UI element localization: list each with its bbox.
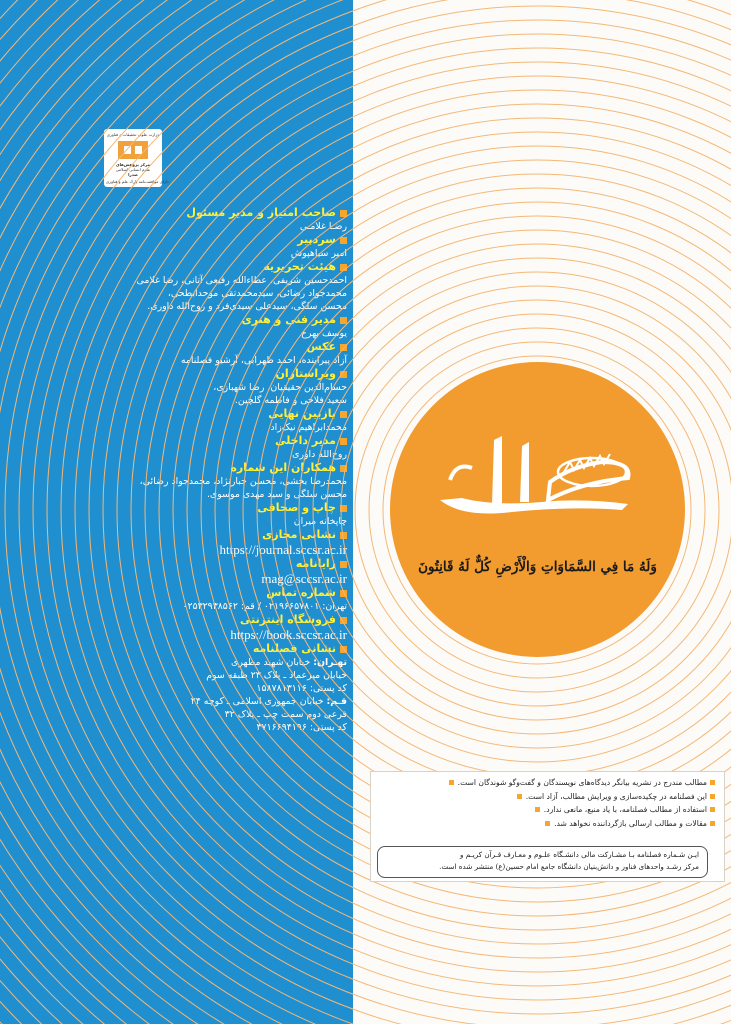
credit-value: روح‌الله داوری <box>292 449 347 460</box>
tehran-line1 <box>100 656 347 669</box>
bullet-square-icon <box>340 317 347 324</box>
credit-heading <box>100 528 347 542</box>
bullet-square-icon <box>710 821 715 826</box>
credit-section <box>100 313 347 340</box>
credit-value: احمدحسین شریفی، عطاءالله رفیعی آتانی، رضا غلامی، <box>133 275 347 286</box>
notice-text: استفاده از مطالب فصلنامه، با یاد منبع، مانعی ندارد. <box>543 805 707 814</box>
credit-value: سعید فلاحی و فاطمه گلچین. <box>234 395 347 406</box>
cover-panel <box>353 0 731 1024</box>
credit-heading <box>100 367 347 381</box>
qom-label: قـم: <box>326 696 347 707</box>
credit-title: همکاران این شماره <box>230 461 336 474</box>
credit-section <box>100 528 347 557</box>
credit-link[interactable]: mag@sccsr.ac.ir <box>261 571 347 586</box>
notice-text: این فصلنامه در چکیده‌سازی و ویرایش مطالب، آزاد است. <box>525 791 707 801</box>
bullet-square-icon <box>710 780 715 785</box>
address-title: نشانی فصلنامه <box>252 642 336 655</box>
bismillah-calligraphy-icon <box>432 432 642 522</box>
credit-title: سردبیر <box>297 233 336 246</box>
qom-postal: کد پستی: ۳۷۱۶۶۹۴۱۹۶ <box>256 722 347 733</box>
credit-heading <box>100 407 347 421</box>
notice-line <box>371 790 724 804</box>
credit-value: حسام‌الدین حقیقیان، رضا شهبازی، <box>213 382 347 393</box>
credit-value: چاپخانه میران <box>293 516 347 527</box>
credit-value: محمدجواد رضائی، سیدمحمدتقی موحدابطحی، <box>167 288 347 299</box>
logo-name-line2: علوم انسانی اسلامی <box>115 167 151 172</box>
quran-verse: وَلَهُ مَا فِي السَّمَاوَاتِ وَالْأَرْضِ كُلٌّ لَهُ قَانِتُونَ <box>418 559 657 575</box>
tehran-postal: کد پستی: ۱۵۸۷۸۱۳۱۱۶ <box>256 683 347 694</box>
bullet-square-icon <box>340 210 347 217</box>
bullet-square-icon <box>535 807 540 812</box>
logo-name-line3: صدرا <box>128 172 138 177</box>
address-section <box>100 642 347 734</box>
credit-value: محسن سلگی، سیدعلی سیدی‌فرد و روح‌الله داوری. <box>147 301 347 312</box>
credit-heading <box>100 461 347 475</box>
bullet-square-icon <box>545 821 550 826</box>
bullet-square-icon <box>340 344 347 351</box>
tehran-label: تهـران: <box>313 657 347 668</box>
credit-title: رایانامه <box>295 557 336 570</box>
bullet-square-icon <box>710 794 715 799</box>
logo-ministry: وزارت علوم، تحقیقات و فناوری <box>106 132 160 137</box>
bullet-square-icon <box>449 780 454 785</box>
credit-value: رضـا غلامـی <box>299 221 347 232</box>
credits-list <box>100 206 347 734</box>
sponsor-line2: مرکز رشـد واحدهای فناور و دانش‌بنیان دانشگاه جامع امام حسین(ع) منتشر شده است. <box>439 862 699 871</box>
credit-title: مدیر فنی و هنری <box>241 313 336 326</box>
credit-title: بازبین نهایی <box>268 407 336 420</box>
credit-section <box>100 586 347 613</box>
credit-heading <box>100 557 347 571</box>
credit-section <box>100 407 347 434</box>
credit-value: آزاد پیراینده، احمد ظهرابی، آرشیو فصلنامه <box>180 355 347 366</box>
logo-subtitle: دارای موافقت‌نامه پارک علم و فناوری <box>106 179 169 184</box>
credit-title: شماره تماس <box>266 586 336 599</box>
bullet-square-icon <box>340 264 347 271</box>
credit-title: فروشگاه اینترنتی <box>239 613 336 626</box>
credit-value: محسن سلگی و سید مهدی موسوی. <box>206 489 347 500</box>
bullet-square-icon <box>340 532 347 539</box>
bullet-square-icon <box>340 438 347 445</box>
credit-heading <box>100 501 347 515</box>
notice-text: مطالب مندرج در نشریه بیانگر دیدگاه‌های نویسندگان و گفت‌وگو شوندگان است. <box>457 778 707 787</box>
notice-line <box>371 776 724 790</box>
qom-street: خیابان جمهوری اسلامی ـ کوچه ۲۴ <box>190 696 324 707</box>
credit-section <box>100 461 347 501</box>
credit-title: مدیر داخلی <box>275 434 336 447</box>
tehran-line2: خیابان میرعماد ـ پلاک ۲۳ طبقه سوم <box>206 670 347 681</box>
credits-panel <box>0 0 353 1024</box>
bullet-square-icon <box>340 561 347 568</box>
credit-heading <box>100 233 347 247</box>
bullet-square-icon <box>710 807 715 812</box>
credit-section <box>100 501 347 528</box>
credit-title: صاحب امتیاز و مدیر مسئول <box>186 206 336 219</box>
logo-name-line1: مرکز پژوهش‌های <box>115 162 151 167</box>
credit-value: امیر سیاهپوش <box>290 248 347 259</box>
notice-line <box>371 817 724 831</box>
qom-line2: فرعی دوم سمت چپ ـ پلاک ۳۲ <box>224 709 347 720</box>
credit-title: ویراستاران <box>275 367 336 380</box>
credit-link[interactable]: https://journal.sccsr.ac.ir <box>219 542 347 557</box>
tehran-street: خیابان شهید مطهری <box>231 657 311 668</box>
bullet-square-icon <box>517 794 522 799</box>
logo-mark-icon <box>118 141 148 159</box>
publisher-logo <box>104 129 169 187</box>
credit-section <box>100 260 347 313</box>
bullet-square-icon <box>340 411 347 418</box>
credit-value: تهران: ۰۲۱۹۶۶۵۷۸۰۱ / قم: ۰۲۵۳۲۹۳۸۵۶۲ <box>182 601 347 612</box>
bismillah-medallion <box>390 362 685 657</box>
credit-title: هیئت تحریریه <box>263 260 336 273</box>
notice-text: مقالات و مطالب ارسالی بازگرداننده نخواهد شد. <box>554 818 707 828</box>
credit-link[interactable]: https://book.sccsr.ac.ir <box>230 627 347 642</box>
credit-heading <box>100 586 347 600</box>
credit-value: محمدابراهیم نیک‌زاد <box>270 422 347 433</box>
credit-value: یوسف بهرخ <box>300 328 347 339</box>
credit-value: محمدرضا بخشی، محسن جبارنژاد، محمدجواد رضائی، <box>139 476 347 487</box>
sponsor-line1: ایـن شـماره فصلنامه بـا مشـارکت مالی دانشـگاه علـوم و معـارف قـرآن کریـم و <box>460 850 699 859</box>
credit-title: نشانی مجازی <box>262 528 336 541</box>
credit-title: عکس <box>306 340 336 353</box>
credit-section <box>100 233 347 260</box>
sponsor-box <box>377 846 708 878</box>
notice-line <box>371 803 724 817</box>
credit-title: چاپ و صحافی <box>257 501 336 514</box>
notice-box <box>370 771 725 882</box>
